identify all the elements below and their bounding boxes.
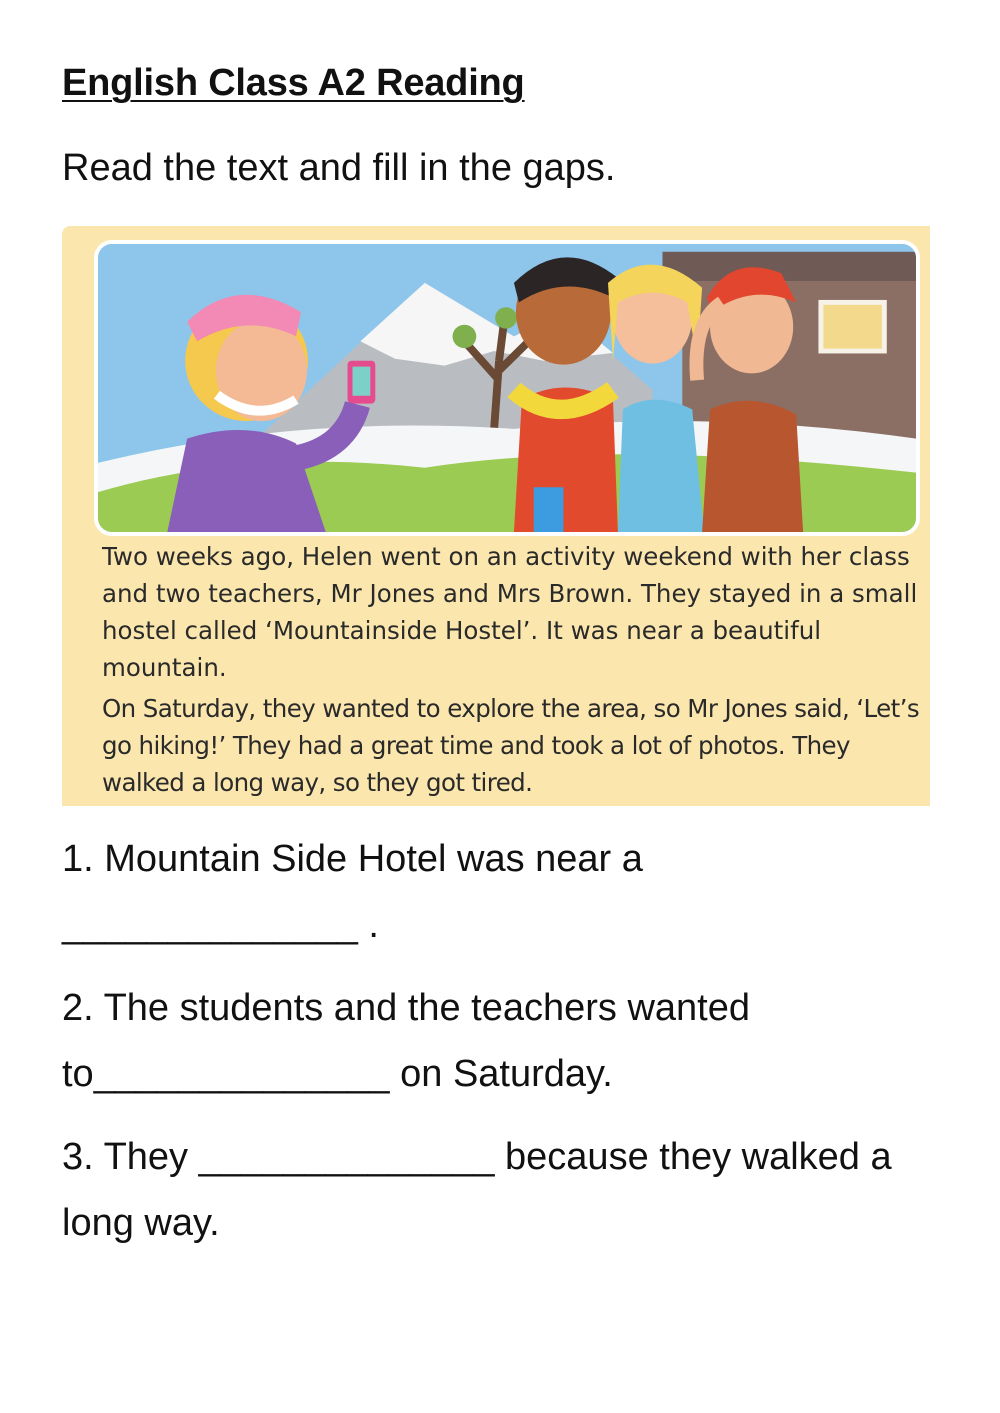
reading-passage bbox=[102, 538, 922, 801]
instruction-text: Read the text and fill in the gaps. bbox=[62, 147, 616, 189]
question-1: 1. Mountain Side Hotel was near a ______________ . bbox=[62, 838, 643, 946]
passage-paragraph-2: On Saturday, they wanted to explore the area, so Mr Jones said, ‘Let’s go hiking!’ They had a great time and took a lot of photos. They walked a long way, so they got tired. bbox=[102, 694, 920, 797]
passage-paragraph-1: Two weeks ago, Helen went on an activity weekend with her class and two teachers, Mr Jones and Mrs Brown. They stayed in a small hostel called ‘Mountainside Hostel’. It was near a beautiful mountain. bbox=[102, 542, 918, 682]
reading-card bbox=[62, 226, 930, 806]
question-2: 2. The students and the teachers wanted to______________ on Saturday. bbox=[62, 987, 750, 1095]
reading-illustration bbox=[94, 240, 920, 536]
worksheet-title: English Class A2 Reading bbox=[62, 62, 525, 104]
illustration-svg bbox=[98, 244, 916, 532]
question-3: 3. They ______________ because they walked a long way. bbox=[62, 1136, 892, 1244]
